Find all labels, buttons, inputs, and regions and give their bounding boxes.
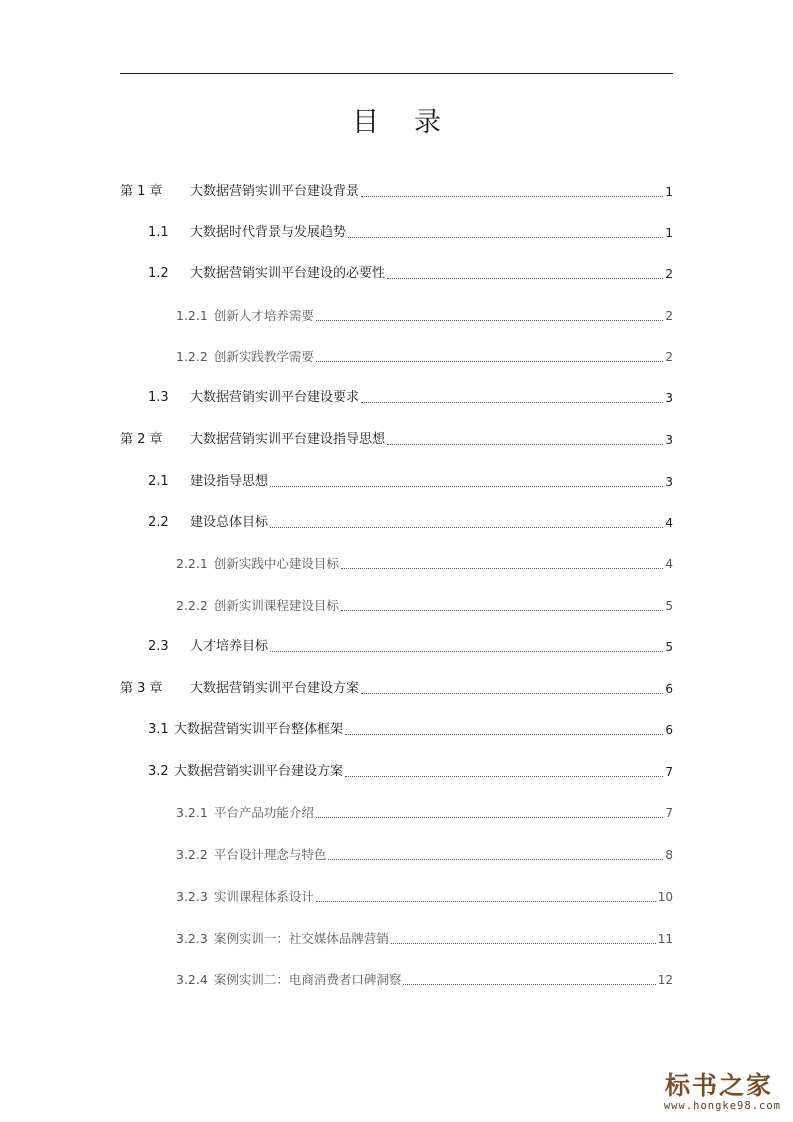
toc-number: 3.2.2 [176, 847, 208, 862]
toc-entry[interactable] [120, 512, 673, 532]
toc-leader [348, 236, 663, 238]
toc-entry[interactable] [120, 802, 673, 822]
toc-page: 1 [665, 185, 673, 199]
toc-label: 大数据营销实训平台建设的必要性 [190, 266, 386, 281]
toc-number: 1.3 [148, 390, 169, 405]
title-char: 目 [352, 107, 379, 138]
toc-page: 2 [665, 309, 673, 323]
toc-entry[interactable] [120, 886, 673, 906]
toc-page: 7 [665, 806, 673, 820]
toc-label: 大数据时代背景与发展趋势 [190, 225, 347, 240]
toc-number: 第 3 章 [120, 681, 163, 696]
toc-page: 10 [657, 890, 673, 904]
toc-leader [391, 942, 656, 944]
toc-leader [341, 567, 664, 569]
toc-label: 大数据营销实训平台建设指导思想 [190, 432, 386, 447]
toc-number: 3.1 [148, 722, 169, 737]
toc-entry[interactable] [120, 263, 673, 283]
toc-page: 5 [665, 640, 673, 654]
toc-number: 3.2.4 [176, 972, 208, 987]
toc-page: 2 [665, 350, 673, 364]
toc-number: 2.2.1 [176, 556, 208, 571]
toc-number: 1.2.1 [176, 308, 208, 323]
toc-label: 实训课程体系设计 [213, 889, 314, 904]
toc-page: 3 [665, 433, 673, 447]
toc-number: 1.2.2 [176, 349, 208, 364]
toc-label: 大数据营销实训平台整体框架 [174, 722, 344, 737]
toc-label: 案例实训二：电商消费者口碑洞察 [213, 972, 402, 987]
watermark-url: www.hongke98.com [663, 1100, 781, 1112]
toc-page: 6 [665, 682, 673, 696]
toc-page: 3 [665, 391, 673, 405]
toc-page: 6 [665, 723, 673, 737]
toc-page: 4 [665, 557, 673, 571]
toc-leader [316, 900, 656, 902]
toc-label: 创新实践中心建设目标 [213, 556, 339, 571]
toc-number: 3.2.1 [176, 805, 208, 820]
toc-entry[interactable] [120, 719, 673, 739]
toc-label: 创新人才培养需要 [213, 308, 314, 323]
toc-page: 12 [657, 973, 673, 987]
toc-number: 2.1 [148, 474, 169, 489]
toc-page: 3 [665, 475, 673, 489]
toc-label: 人才培养目标 [190, 639, 269, 654]
toc-entry[interactable] [120, 346, 673, 366]
title-char: 录 [414, 107, 441, 138]
toc-number: 第 1 章 [120, 184, 163, 199]
toc-label: 大数据营销实训平台建设要求 [190, 390, 360, 405]
toc-leader [361, 401, 663, 403]
toc-label: 大数据营销实训平台建设方案 [174, 764, 344, 779]
toc-number: 第 2 章 [120, 432, 163, 447]
toc-number: 2.3 [148, 639, 169, 654]
toc-entry[interactable] [120, 844, 673, 864]
toc-entry[interactable] [120, 595, 673, 615]
toc-entry[interactable] [120, 636, 673, 656]
toc-label: 大数据营销实训平台建设方案 [190, 681, 360, 696]
toc-entry[interactable] [120, 928, 673, 948]
toc-entry[interactable] [120, 678, 673, 698]
toc-page: 11 [657, 932, 673, 946]
toc-leader [361, 195, 663, 197]
toc-leader [270, 526, 663, 528]
toc-leader [316, 360, 664, 362]
toc-number: 2.2 [148, 515, 169, 530]
toc-leader [270, 485, 663, 487]
toc-leader [361, 692, 663, 694]
toc-entry[interactable] [120, 305, 673, 325]
toc-label: 平台设计理念与特色 [213, 847, 327, 862]
toc-leader [345, 775, 663, 777]
toc-label: 案例实训一：社交媒体品牌营销 [213, 931, 389, 946]
toc-number: 3.2.3 [176, 931, 208, 946]
toc-label: 创新实训课程建设目标 [213, 598, 339, 613]
toc-label: 大数据营销实训平台建设背景 [190, 184, 360, 199]
toc-page: 5 [665, 599, 673, 613]
toc-label: 平台产品功能介绍 [213, 805, 314, 820]
toc-leader [345, 733, 663, 735]
toc-leader [341, 609, 664, 611]
toc-entry[interactable] [120, 387, 673, 407]
toc-entry[interactable] [120, 471, 673, 491]
toc-number: 2.2.2 [176, 598, 208, 613]
toc-entry[interactable] [120, 222, 673, 242]
toc-leader [316, 816, 664, 818]
toc-number: 3.2 [148, 764, 169, 779]
toc-leader [387, 277, 663, 279]
toc-entry[interactable] [120, 553, 673, 573]
toc-entry[interactable] [120, 761, 673, 781]
toc-leader [316, 319, 664, 321]
toc-number: 1.2 [148, 266, 169, 281]
toc-entry[interactable] [120, 181, 673, 201]
site-watermark [627, 1066, 787, 1116]
toc-leader [403, 983, 655, 985]
toc-leader [387, 443, 663, 445]
toc-label: 建设指导思想 [190, 474, 269, 489]
watermark-logo-text: 标书之家 [664, 1071, 773, 1100]
toc-page: 1 [665, 226, 673, 240]
toc-label: 建设总体目标 [190, 515, 269, 530]
toc-number: 3.2.3 [176, 889, 208, 904]
toc-leader [270, 650, 663, 652]
toc-page: 4 [665, 516, 673, 530]
toc-entry[interactable] [120, 429, 673, 449]
toc-label: 创新实践教学需要 [213, 349, 314, 364]
toc-page: 7 [665, 765, 673, 779]
toc-entry[interactable] [120, 969, 673, 989]
toc-page: 8 [665, 848, 673, 862]
toc-page: 2 [665, 267, 673, 281]
toc-number: 1.1 [148, 225, 169, 240]
toc-leader [328, 858, 663, 860]
